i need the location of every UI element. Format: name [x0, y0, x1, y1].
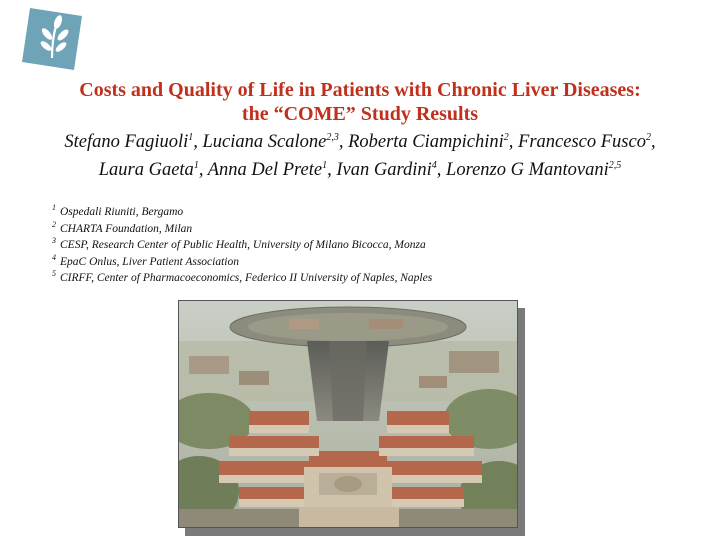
- author-affiliation-number: 4: [431, 159, 437, 171]
- author-line-1: [0, 128, 720, 156]
- affiliation-text: EpaC Onlus, Liver Patient Association: [60, 255, 239, 268]
- affiliation-item: [52, 270, 672, 287]
- affiliation-number: 5: [52, 269, 56, 279]
- author-separator: ,: [327, 160, 337, 180]
- affiliation-text: CHARTA Foundation, Milan: [60, 222, 193, 235]
- author-list: [0, 128, 720, 184]
- author-name: Anna Del Prete: [207, 160, 323, 180]
- leaf-sprig-icon: [22, 8, 82, 70]
- affiliation-number: 1: [52, 203, 56, 213]
- author-name: Laura Gaeta: [98, 160, 194, 180]
- author-affiliation-number: 2,5: [608, 159, 622, 171]
- title-line-1: Costs and Quality of Life in Patients with Chronic Liver Diseases:: [79, 79, 641, 101]
- affiliation-number: 3: [52, 236, 56, 246]
- affiliation-text: CIRFF, Center of Pharmacoeconomics, Federico II University of Naples, Naples: [60, 272, 433, 284]
- affiliation-item: [52, 254, 672, 271]
- author-line-2: [0, 156, 720, 184]
- title-line-2: the “COME” Study Results: [241, 103, 479, 125]
- author-separator: ,: [436, 160, 447, 180]
- author-affiliation-number: 2: [503, 131, 509, 143]
- author-name: Ivan Gardini: [336, 160, 432, 180]
- author-separator: ,: [338, 132, 349, 152]
- author-separator: ,: [193, 132, 203, 152]
- author-separator: ,: [508, 132, 519, 152]
- affiliation-number: 4: [52, 252, 56, 262]
- author-affiliation-number: 2: [645, 131, 651, 143]
- hospital-aerial-photo: [178, 300, 518, 528]
- affiliation-list: [52, 204, 672, 287]
- presentation-title: [0, 78, 720, 126]
- author-affiliation-number: 1: [188, 131, 194, 143]
- author-name: Roberta Ciampichini: [348, 132, 504, 152]
- author-name: Lorenzo G Mantovani: [446, 160, 609, 180]
- affiliation-text: Ospedali Riuniti, Bergamo: [60, 206, 184, 218]
- affiliation-item: [52, 204, 672, 221]
- affiliation-text: CESP, Research Center of Public Health, University of Milano Bicocca, Monza: [60, 239, 426, 251]
- author-name: Francesco Fusco: [518, 132, 646, 152]
- author-affiliation-number: 2,3: [326, 131, 339, 143]
- author-separator: ,: [198, 160, 208, 180]
- author-affiliation-number: 1: [322, 159, 328, 171]
- affiliation-number: 2: [52, 219, 56, 229]
- author-name: Stefano Fagiuoli: [64, 132, 189, 152]
- affiliation-item: [52, 221, 672, 238]
- author-name: Luciana Scalone: [202, 132, 327, 152]
- author-affiliation-number: 1: [193, 159, 199, 171]
- author-separator: ,: [650, 132, 656, 152]
- affiliation-item: [52, 237, 672, 254]
